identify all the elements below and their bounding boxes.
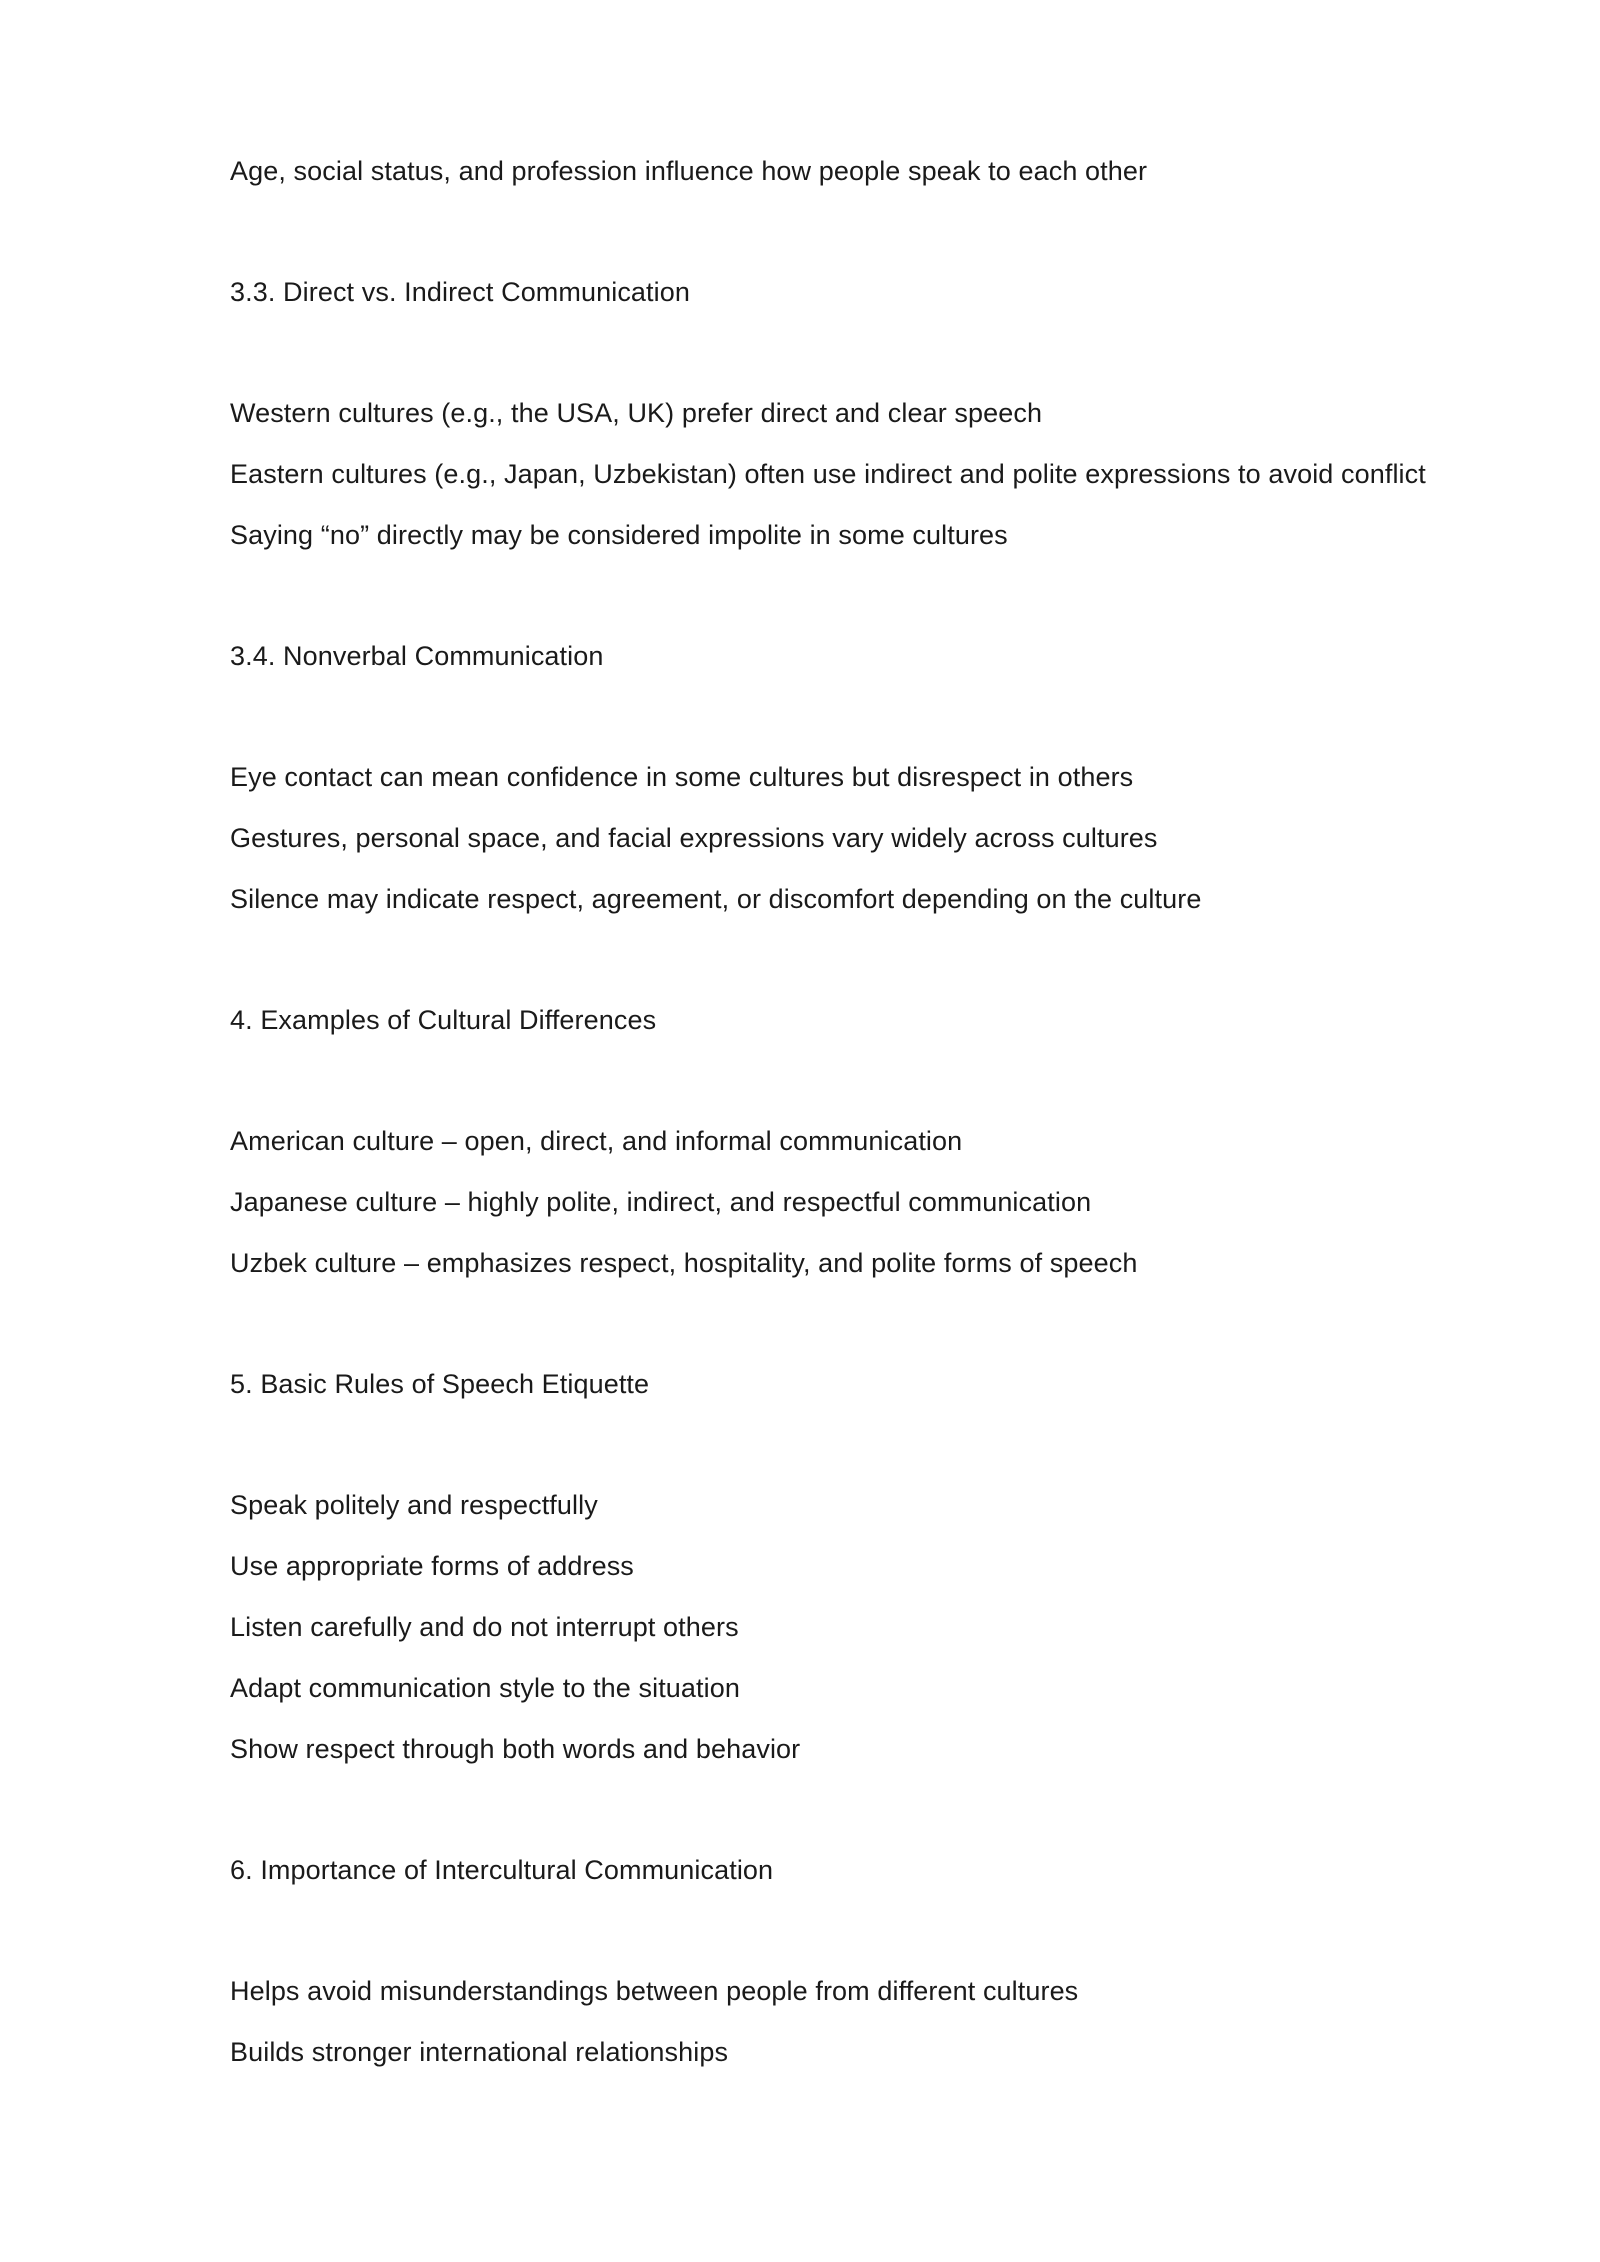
section-heading-3-4: 3.4. Nonverbal Communication	[230, 641, 604, 671]
list-item: Western cultures (e.g., the USA, UK) prefer direct and clear speech	[230, 398, 1043, 428]
list-item: American culture – open, direct, and informal communication	[230, 1126, 963, 1156]
intro-line: Age, social status, and profession influence how people speak to each other	[230, 156, 1148, 186]
list-item: Helps avoid misunderstandings between people from different cultures	[230, 1976, 1079, 2006]
list-item: Speak politely and respectfully	[230, 1490, 598, 1520]
list-item: Uzbek culture – emphasizes respect, hospitality, and polite forms of speech	[230, 1248, 1138, 1278]
section-heading-6: 6. Importance of Intercultural Communication	[230, 1855, 774, 1885]
list-item: Adapt communication style to the situation	[230, 1673, 740, 1703]
list-item: Japanese culture – highly polite, indirect, and respectful communication	[230, 1187, 1092, 1217]
list-item: Saying “no” directly may be considered impolite in some cultures	[230, 520, 1008, 550]
section-heading-5: 5. Basic Rules of Speech Etiquette	[230, 1369, 650, 1399]
list-item: Silence may indicate respect, agreement, or discomfort depending on the culture	[230, 884, 1202, 914]
list-item: Builds stronger international relationships	[230, 2037, 729, 2067]
list-item: Use appropriate forms of address	[230, 1551, 634, 1581]
list-item: Eye contact can mean confidence in some cultures but disrespect in others	[230, 762, 1134, 792]
list-item: Gestures, personal space, and facial expressions vary widely across cultures	[230, 823, 1158, 853]
list-item: Eastern cultures (e.g., Japan, Uzbekistan) often use indirect and polite expressions to avoid conflict	[230, 459, 1426, 489]
section-heading-3-3: 3.3. Direct vs. Indirect Communication	[230, 277, 690, 307]
list-item: Listen carefully and do not interrupt others	[230, 1612, 739, 1642]
list-item: Show respect through both words and behavior	[230, 1734, 801, 1764]
section-heading-4: 4. Examples of Cultural Differences	[230, 1005, 657, 1035]
